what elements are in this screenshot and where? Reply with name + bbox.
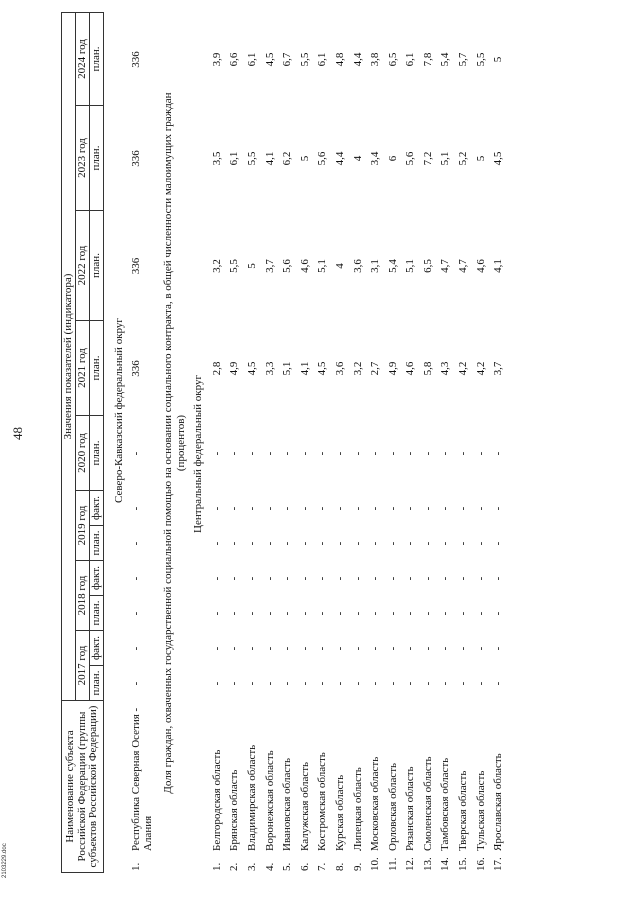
- cell-value: -: [457, 646, 470, 651]
- cell-value: 4,7: [439, 259, 452, 273]
- cell-value: 3,5: [210, 151, 223, 166]
- year-2024: 2024 год: [76, 12, 90, 105]
- row-number: 6.: [298, 862, 311, 871]
- cell-value: 2,8: [210, 361, 223, 376]
- cell-value: 4,8: [333, 52, 346, 67]
- subheader-plan: план.: [90, 12, 104, 105]
- table-row: [384, 13, 402, 873]
- cell-value: 3,9: [210, 52, 223, 67]
- cell-value: -: [281, 541, 294, 546]
- cell-value: 4: [333, 263, 346, 269]
- table-row: [402, 13, 420, 873]
- table-row: [366, 13, 384, 873]
- cell-value: -: [457, 576, 470, 581]
- cell-value: -: [439, 611, 452, 616]
- cell-value: -: [245, 506, 258, 511]
- cell-value: -: [369, 576, 382, 581]
- year-2022: 2022 год: [76, 211, 90, 321]
- cell-value: -: [351, 611, 364, 616]
- cell-value: -: [421, 681, 434, 686]
- cell-value: -: [421, 646, 434, 651]
- indicator-unit: (процентов): [174, 414, 187, 472]
- cell-value: -: [210, 611, 223, 616]
- year-2017: 2017 год: [76, 631, 90, 701]
- row-number: 7.: [316, 862, 329, 871]
- cell-value: -: [439, 646, 452, 651]
- cell-value: -: [439, 451, 452, 456]
- cell-value: -: [421, 541, 434, 546]
- row-subject-name: Воронежская область: [263, 750, 276, 851]
- cell-value: 6,2: [281, 151, 294, 166]
- cell-value: -: [369, 451, 382, 456]
- cell-value: 5: [474, 155, 487, 162]
- cell-value: -: [333, 451, 346, 456]
- cell-value: -: [281, 576, 294, 581]
- cell-value: 3,7: [492, 361, 505, 376]
- cell-value: 5,5: [298, 52, 311, 67]
- cell-value: 2,7: [369, 361, 382, 376]
- table-row: [261, 13, 279, 873]
- cell-value: -: [369, 541, 382, 546]
- cell-value: -: [228, 611, 241, 616]
- central-rows: [208, 13, 507, 873]
- cell-value: -: [298, 681, 311, 686]
- cell-value: 4,2: [457, 361, 470, 376]
- subheader-plan: план.: [90, 666, 104, 701]
- cell-value: -: [130, 576, 142, 581]
- row-subject-name: Калужская область: [298, 761, 311, 851]
- table-header: [61, 12, 104, 873]
- district-heading-central: Центральный федеральный округ: [192, 374, 204, 533]
- cell-value: -: [316, 646, 329, 651]
- table-row: [314, 13, 332, 873]
- cell-value: 6,7: [281, 52, 294, 67]
- cell-value: 5,6: [316, 151, 329, 166]
- cell-value: 3,6: [333, 361, 346, 376]
- cell-value: -: [210, 681, 223, 686]
- cell-value: -: [457, 541, 470, 546]
- subheader-fact: факт.: [90, 561, 104, 596]
- district-heading-north-caucasus: Северо-Кавказский федеральный округ: [113, 318, 125, 503]
- cell-value: -: [492, 451, 505, 456]
- cell-value: -: [351, 681, 364, 686]
- cell-value: -: [439, 506, 452, 511]
- cell-value: -: [404, 681, 417, 686]
- table-row: [349, 13, 367, 873]
- subheader-plan: план.: [90, 106, 104, 211]
- cell-value: 5,1: [281, 361, 294, 376]
- table-row: [490, 13, 508, 873]
- row-number: 16.: [474, 857, 487, 871]
- cell-value: -: [263, 611, 276, 616]
- cell-value: 4,6: [474, 259, 487, 273]
- cell-value: 5: [298, 155, 311, 162]
- subheader-plan: план.: [90, 211, 104, 321]
- cell-value: 4,1: [298, 361, 311, 376]
- cell-value: -: [404, 506, 417, 511]
- cell-value: -: [421, 506, 434, 511]
- cell-value: 3,2: [210, 259, 223, 273]
- row-number: 4.: [263, 862, 276, 871]
- cell-value: 5,4: [386, 259, 399, 273]
- cell-value: -: [351, 451, 364, 456]
- cell-value: -: [245, 541, 258, 546]
- cell-value: 3,2: [351, 361, 364, 376]
- cell-value: -: [492, 576, 505, 581]
- cell-value: -: [404, 576, 417, 581]
- cell-value: -: [228, 506, 241, 511]
- cell-value: -: [439, 576, 452, 581]
- cell-value: -: [130, 681, 142, 686]
- rotated-page-content: [61, 13, 613, 873]
- cell-value: -: [386, 506, 399, 511]
- table-row: [129, 13, 160, 873]
- cell-value: -: [210, 451, 223, 456]
- cell-value: 4,6: [404, 361, 417, 376]
- cell-value: -: [351, 576, 364, 581]
- cell-value: -: [457, 681, 470, 686]
- table-row: [454, 13, 472, 873]
- cell-value: 4,4: [333, 151, 346, 166]
- cell-value: -: [316, 506, 329, 511]
- cell-value: -: [130, 611, 142, 616]
- row-subject-name: Ивановская область: [281, 757, 294, 851]
- year-2023: 2023 год: [76, 106, 90, 211]
- row-subject-name: Рязанская область: [404, 766, 417, 851]
- cell-value: -: [263, 451, 276, 456]
- cell-value: 7,8: [421, 52, 434, 67]
- row-subject-name: Липецкая область: [351, 767, 364, 851]
- cell-value: 4,4: [351, 52, 364, 67]
- cell-value: -: [333, 541, 346, 546]
- cell-value: 6,1: [316, 52, 329, 67]
- row-subject-name: Орловская область: [386, 762, 399, 851]
- cell-value: -: [263, 576, 276, 581]
- cell-value: -: [298, 611, 311, 616]
- cell-value: -: [386, 646, 399, 651]
- year-2021: 2021 год: [76, 321, 90, 416]
- cell-value: 4: [351, 155, 364, 162]
- cell-value: 5,1: [439, 151, 452, 166]
- cell-value: -: [245, 681, 258, 686]
- cell-value: -: [369, 681, 382, 686]
- row-number: 9.: [351, 862, 364, 871]
- cell-value: -: [281, 506, 294, 511]
- cell-value: -: [333, 681, 346, 686]
- cell-value: -: [386, 576, 399, 581]
- cell-value: -: [404, 451, 417, 456]
- cell-value: -: [474, 506, 487, 511]
- cell-value: -: [474, 646, 487, 651]
- row-subject-name: Тамбовская область: [439, 757, 452, 851]
- cell-value: -: [228, 681, 241, 686]
- row-subject-name: Московская область: [369, 756, 382, 851]
- table-central-district: [208, 13, 507, 873]
- indicator-title-text: Доля граждан, охваченных государственной социальной помощью на основании социального контракта, в общей численности малоимущих граждан: [162, 92, 174, 794]
- cell-value: 336: [130, 360, 142, 377]
- cell-value: -: [298, 506, 311, 511]
- row-subject-name: Тульская область: [474, 770, 487, 851]
- table-row: [296, 13, 314, 873]
- page-number: 48: [10, 427, 25, 440]
- cell-value: -: [281, 646, 294, 651]
- cell-value: 4,9: [386, 361, 399, 376]
- cell-value: -: [245, 611, 258, 616]
- cell-value: 5,5: [245, 151, 258, 166]
- row-number: 2.: [228, 862, 241, 871]
- cell-value: 4,5: [316, 361, 329, 376]
- subheader-fact: факт.: [90, 491, 104, 526]
- cell-value: -: [386, 611, 399, 616]
- year-2019: 2019 год: [76, 491, 90, 561]
- table-row: [472, 13, 490, 873]
- cell-value: -: [228, 576, 241, 581]
- cell-value: -: [369, 646, 382, 651]
- cell-value: -: [386, 681, 399, 686]
- row-subject-name: Курская область: [333, 774, 346, 851]
- cell-value: -: [421, 451, 434, 456]
- cell-value: -: [474, 681, 487, 686]
- row-number: 1.: [210, 862, 223, 871]
- cell-value: -: [130, 541, 142, 546]
- cell-value: -: [298, 646, 311, 651]
- cell-value: 5,2: [457, 151, 470, 166]
- row-number: 3.: [245, 862, 258, 871]
- table-alania: [129, 13, 160, 873]
- cell-value: 3,3: [263, 361, 276, 376]
- cell-value: -: [210, 506, 223, 511]
- cell-value: 336: [130, 257, 142, 275]
- cell-value: -: [421, 576, 434, 581]
- cell-value: -: [245, 576, 258, 581]
- cell-value: -: [333, 646, 346, 651]
- row-subject-name: Брянская область: [228, 769, 241, 851]
- row-number: 12.: [404, 857, 417, 871]
- subheader-plan: план.: [90, 596, 104, 631]
- row-number: 5.: [281, 862, 294, 871]
- cell-value: -: [457, 506, 470, 511]
- row-subject-name: Владимирская область: [245, 744, 258, 851]
- subheader-fact: факт.: [90, 631, 104, 666]
- cell-value: 336: [130, 51, 142, 68]
- cell-value: -: [298, 576, 311, 581]
- cell-value: 4,3: [439, 361, 452, 376]
- cell-value: 3,8: [369, 52, 382, 67]
- row-number: 11.: [386, 857, 399, 871]
- cell-value: 5: [245, 263, 258, 269]
- cell-value: -: [333, 611, 346, 616]
- cell-value: -: [492, 506, 505, 511]
- row-subject-name: Республика Северная Осетия - Алания: [130, 707, 155, 851]
- cell-value: 6,1: [404, 52, 417, 67]
- cell-value: -: [457, 451, 470, 456]
- cell-value: -: [369, 611, 382, 616]
- cell-value: -: [404, 541, 417, 546]
- cell-value: 3,7: [263, 259, 276, 273]
- cell-value: -: [316, 451, 329, 456]
- cell-value: -: [386, 451, 399, 456]
- cell-value: 5,5: [228, 259, 241, 273]
- cell-value: -: [210, 646, 223, 651]
- cell-value: -: [130, 451, 142, 456]
- cell-value: -: [263, 506, 276, 511]
- cell-value: 4,5: [492, 151, 505, 166]
- cell-value: -: [281, 451, 294, 456]
- cell-value: -: [263, 541, 276, 546]
- cell-value: -: [404, 611, 417, 616]
- indicator-title: [162, 13, 187, 873]
- cell-value: -: [228, 451, 241, 456]
- cell-value: -: [404, 646, 417, 651]
- cell-value: 4,7: [457, 259, 470, 273]
- row-number: 10.: [369, 857, 382, 871]
- row-subject-name: Тверская область: [457, 770, 470, 851]
- cell-value: -: [245, 646, 258, 651]
- cell-value: -: [130, 646, 142, 651]
- cell-value: -: [130, 506, 142, 511]
- cell-value: -: [492, 681, 505, 686]
- row-subject-name: Смоленская область: [421, 756, 434, 851]
- cell-value: 4,5: [245, 361, 258, 376]
- cell-value: 4,1: [263, 151, 276, 166]
- column-header-values: Значения показателей (индикатора): [62, 12, 76, 700]
- cell-value: -: [351, 541, 364, 546]
- cell-value: -: [474, 576, 487, 581]
- cell-value: -: [228, 646, 241, 651]
- cell-value: -: [316, 541, 329, 546]
- cell-value: -: [263, 681, 276, 686]
- cell-value: 4,5: [263, 52, 276, 67]
- cell-value: 6: [386, 155, 399, 162]
- cell-value: -: [457, 611, 470, 616]
- cell-value: 6,6: [228, 52, 241, 67]
- cell-value: -: [333, 506, 346, 511]
- cell-value: 6,5: [386, 52, 399, 67]
- cell-value: 5,4: [439, 52, 452, 67]
- cell-value: -: [210, 576, 223, 581]
- cell-value: -: [228, 541, 241, 546]
- cell-value: 336: [130, 150, 142, 167]
- cell-value: -: [298, 451, 311, 456]
- cell-value: -: [492, 541, 505, 546]
- subheader-plan: план.: [90, 526, 104, 561]
- table-row: [208, 13, 226, 873]
- cell-value: 4,6: [298, 259, 311, 273]
- row-number: 14.: [439, 857, 452, 871]
- cell-value: -: [351, 646, 364, 651]
- row-number: 13.: [421, 857, 434, 871]
- cell-value: -: [474, 541, 487, 546]
- cell-value: -: [492, 646, 505, 651]
- cell-value: -: [316, 576, 329, 581]
- cell-value: 5,6: [281, 259, 294, 273]
- cell-value: -: [263, 646, 276, 651]
- cell-value: 6,1: [228, 151, 241, 166]
- table-row: [437, 13, 455, 873]
- cell-value: 5,6: [404, 151, 417, 166]
- file-name: 2103229.doc: [2, 843, 8, 878]
- cell-value: -: [351, 506, 364, 511]
- cell-value: -: [439, 541, 452, 546]
- cell-value: -: [492, 611, 505, 616]
- cell-value: 5,5: [474, 52, 487, 67]
- row-subject-name: Костромская область: [316, 752, 329, 851]
- cell-value: 5,7: [457, 52, 470, 67]
- table-row: [243, 13, 261, 873]
- cell-value: -: [281, 611, 294, 616]
- cell-value: 6,5: [421, 259, 434, 273]
- cell-value: 6,1: [245, 52, 258, 67]
- cell-value: -: [281, 681, 294, 686]
- row-subject-name: Ярославская область: [492, 753, 505, 851]
- cell-value: 7,2: [421, 151, 434, 166]
- cell-value: 3,1: [369, 259, 382, 273]
- cell-value: 5: [492, 56, 505, 63]
- cell-value: -: [333, 576, 346, 581]
- cell-value: -: [474, 611, 487, 616]
- cell-value: -: [245, 451, 258, 456]
- row-number: 8.: [333, 862, 346, 871]
- table-row: [226, 13, 244, 873]
- column-header-subject: Наименование субъекта Российской Федерации (группы субъектов Российской Федерации): [62, 701, 104, 873]
- cell-value: -: [298, 541, 311, 546]
- row-number: 17.: [492, 857, 505, 871]
- cell-value: 5,1: [316, 259, 329, 273]
- cell-value: -: [386, 541, 399, 546]
- cell-value: -: [316, 681, 329, 686]
- row-subject-name: Белгородская область: [210, 749, 223, 851]
- cell-value: 3,4: [369, 151, 382, 166]
- row-number: 1.: [130, 862, 142, 871]
- cell-value: -: [421, 611, 434, 616]
- cell-value: 4,2: [474, 361, 487, 376]
- table-row: [278, 13, 296, 873]
- year-2020: 2020 год: [76, 416, 90, 491]
- cell-value: -: [210, 541, 223, 546]
- cell-value: 3,6: [351, 259, 364, 273]
- row-number: 15.: [457, 857, 470, 871]
- table-row: [331, 13, 349, 873]
- subheader-plan: план.: [90, 416, 104, 491]
- cell-value: -: [474, 451, 487, 456]
- cell-value: -: [316, 611, 329, 616]
- year-2018: 2018 год: [76, 561, 90, 631]
- cell-value: 5,1: [404, 259, 417, 273]
- cell-value: 5,8: [421, 361, 434, 376]
- cell-value: 4,9: [228, 361, 241, 376]
- subheader-plan: план.: [90, 321, 104, 416]
- cell-value: -: [369, 506, 382, 511]
- cell-value: -: [439, 681, 452, 686]
- cell-value: 4,1: [492, 259, 505, 273]
- table-row: [419, 13, 437, 873]
